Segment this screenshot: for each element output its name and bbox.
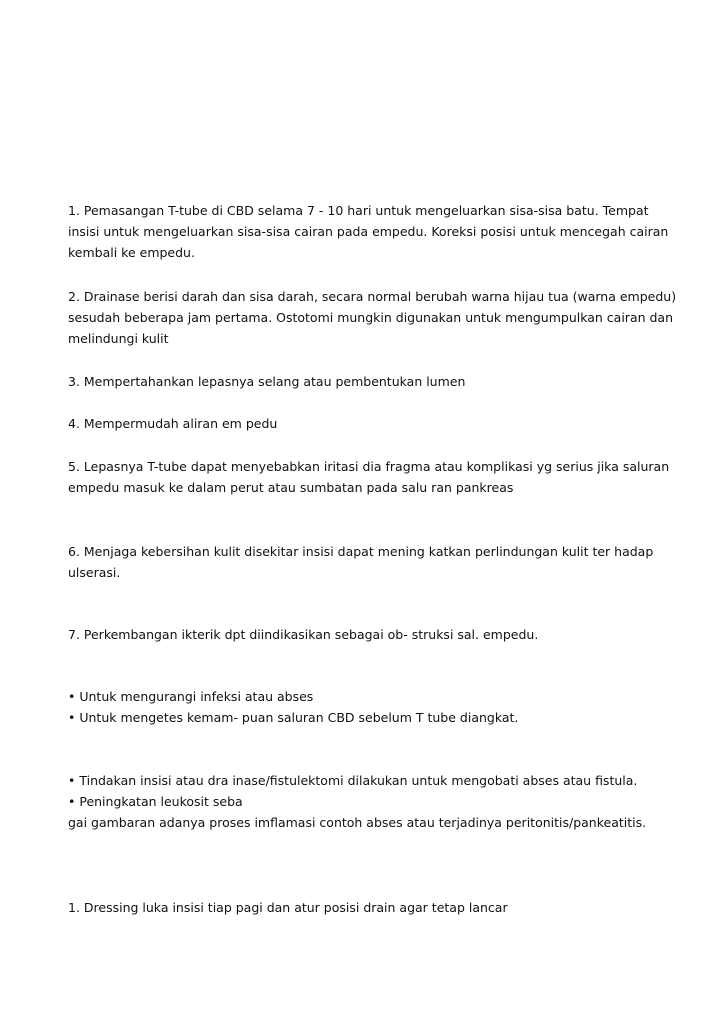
- paragraph-2-line-2: sesudah beberapa jam pertama. Ostotomi mungkin digunakan untuk mengumpulkan cairan dan: [68, 310, 674, 325]
- paragraph-final-line-1: 1. Dressing luka insisi tiap pagi dan atur posisi drain agar tetap lancar: [68, 900, 508, 915]
- bullet-group-1-line-1: • Untuk mengurangi infeksi atau abses: [68, 689, 314, 704]
- paragraph-6-line-1: 6. Menjaga kebersihan kulit disekitar insisi dapat mening katkan perlindungan kulit ter hadap: [68, 544, 654, 559]
- paragraph-1-line-2: insisi untuk mengeluarkan sisa-sisa cairan pada empedu. Koreksi posisi untuk mencegah cairan: [68, 224, 669, 239]
- paragraph-1-line-3: kembali ke empedu.: [68, 245, 195, 260]
- paragraph-1-line-1: 1. Pemasangan T-tube di CBD selama 7 - 10 hari untuk mengeluarkan sisa-sisa batu. Tempat: [68, 203, 649, 218]
- paragraph-5-line-1: 5. Lepasnya T-tube dapat menyebabkan iritasi dia fragma atau komplikasi yg serius jika saluran: [68, 459, 670, 474]
- bullet-group-2-line-2: • Peningkatan leukosit seba: [68, 794, 243, 809]
- paragraph-7-line-1: 7. Perkembangan ikterik dpt diindikasikan sebagai ob- struksi sal. empedu.: [68, 627, 539, 642]
- bullet-group-2-line-1: • Tindakan insisi atau dra inase/fistulektomi dilakukan untuk mengobati abses atau fistula.: [68, 773, 638, 788]
- bullet-group-2-line-3: gai gambaran adanya proses imflamasi contoh abses atau terjadinya peritonitis/pankeatitis.: [68, 815, 647, 830]
- paragraph-5-line-2: empedu masuk ke dalam perut atau sumbatan pada salu ran pankreas: [68, 480, 514, 495]
- paragraph-2-line-1: 2. Drainase berisi darah dan sisa darah, secara normal berubah warna hijau tua (warna empedu): [68, 289, 677, 304]
- bullet-group-1-line-2: • Untuk mengetes kemam- puan saluran CBD sebelum T tube diangkat.: [68, 710, 519, 725]
- paragraph-2-line-3: melindungi kulit: [68, 331, 169, 346]
- paragraph-3-line-1: 3. Mempertahankan lepasnya selang atau pembentukan lumen: [68, 374, 466, 389]
- paragraph-6-line-2: ulserasi.: [68, 565, 121, 580]
- paragraph-4-line-1: 4. Mempermudah aliran em pedu: [68, 416, 278, 431]
